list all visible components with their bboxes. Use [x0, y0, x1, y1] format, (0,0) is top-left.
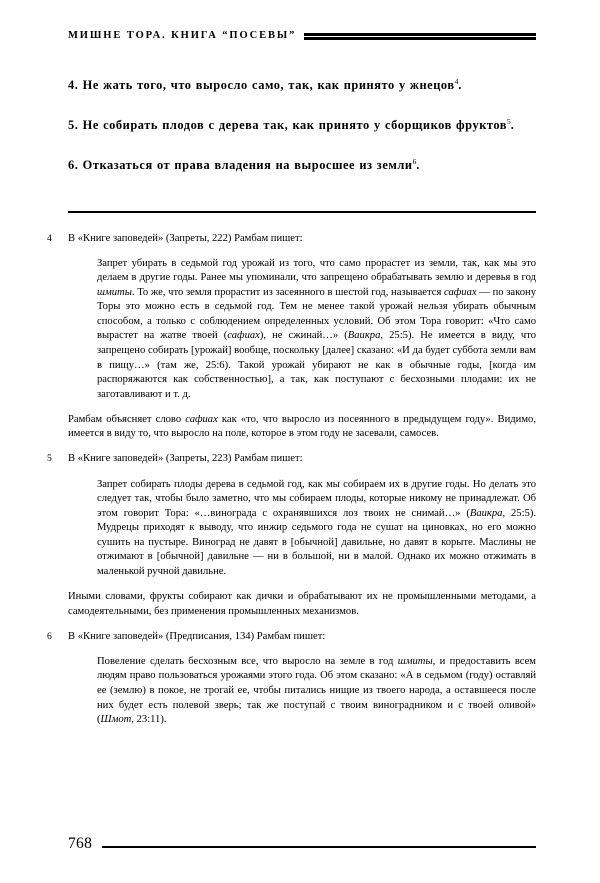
footnote-5-intro: В «Книге заповедей» (Запреты, 223) Рамбам пишет:	[68, 453, 303, 465]
folio-rule	[102, 846, 536, 848]
footnote-6-number: 6	[47, 630, 52, 642]
precept-5-text: 5. Не собирать плодов с дерева так, как принято у сборщиков фруктов	[68, 118, 508, 132]
footnote-5-quote: Запрет собирать плоды дерева в седьмой год, как мы собираем их в другие годы. Но делать это следует так, чтобы было заметно, что мы собираем плоды, которые никому не принадлежат. Об этом говорит Тора: «…винограда с охранявшихся лоз твоих не снимай…» (Ваикра, 25:5). Мудрецы приходят к выводу, что инжир седьмого года не сушат на циновках, но его можно сушить на пустыре. Виноград не давят в [обычной] давильне, но давят в корыте. Маслины не отжимают в [обычной] давильне — ни в большой, ни в малой. Однако их можно отжимать в маленькой ручной давильне.	[97, 478, 536, 577]
footnote-5-comment: Иными словами, фрукты собирают как дички и обрабатывают их не промышленными методами, а самодеятельными, без применения промышленных механизмов.	[68, 591, 536, 617]
running-head-title: МИШНЕ ТОРА. КНИГА “ПОСЕВЫ”	[68, 29, 297, 41]
precept-list	[68, 64, 536, 174]
footnote-4	[47, 232, 536, 442]
running-head-double-rule	[304, 33, 536, 40]
footnote-4-number: 4	[47, 232, 52, 244]
footnote-6-intro: В «Книге заповедей» (Предписания, 134) Рамбам пишет:	[68, 630, 326, 642]
footnote-list	[47, 221, 536, 738]
precept-item-6: 6. Отказаться от права владения на выросшее из земли$^6$.	[68, 156, 420, 172]
footnote-separator-rule	[68, 211, 536, 213]
running-head	[68, 25, 536, 47]
precept-item-4: 4. Не жать того, что выросло само, так, как принято у жнецов$^4$.	[68, 77, 462, 93]
precept-item-5: 5. Не собирать плодов с дерева так, как принято у сборщиков фруктов$^5$.	[68, 116, 515, 132]
precept-5-note-ref: 5	[507, 116, 511, 126]
footnote-6-quote: Повеление сделать бесхозным все, что выросло на земле в год шмиты, и предоставить всем людям право пользоваться урожаями этого года. Об этом сказано: «А в седьмом (году) оставляй ее (землю) в покое, не трогай ее, чтобы питались нищие из твоего народа, а оставшееся после них будет есть полевой зверь; так же поступай с твоим виноградником и с твоей оливой» (Шмот, 23:11).	[97, 655, 536, 726]
folio	[68, 836, 536, 852]
precept-4-text: 4. Не жать того, что выросло само, так, как принято у жнецов	[68, 78, 455, 93]
precept-6-text: 6. Отказаться от права владения на выросшее из земли	[68, 157, 413, 172]
footnote-5	[47, 452, 536, 619]
footnote-5-number: 5	[47, 453, 52, 465]
precept-4-note-ref: 4	[454, 77, 459, 87]
footnote-6	[47, 630, 536, 728]
precept-6-note-ref: 6	[412, 156, 417, 166]
footnote-4-comment: Рамбам объясняет слово сафиах как «то, что выросло из посеянного в предыдущем году». Видимо, имеется в виду то, что выросло на поле, которое в этом году не засевали, самосев.	[68, 413, 536, 440]
footnote-4-intro: В «Книге заповедей» (Запреты, 222) Рамбам пишет:	[68, 232, 303, 244]
page-number: 768	[68, 835, 93, 852]
footnote-4-quote: Запрет убирать в седьмой год урожай из того, что само прорастет из земли, так, как мы это делаем в другие годы. Ранее мы упоминали, что запрещено обрабатывать землю и деревья в год шмиты. То же, что земля прорастит из засеянного в шестой год, называется сафиах — по закону Торы это можно есть в седьмой год. Тем не менее такой урожай нельзя убирать обычным способом, а только с соблюдением определенных условий. Об этом Тора говорит: «Что само вырастет на жатве твоей (сафиах), не сжинай…» (Ваикра, 25:5). Не имеется в виду, что запрещено собирать [урожай] вообще, поскольку [далее] сказано: «И да будет суббота земли вам в пищу…» (там же, 25:6). Такой урожай убирают не как в обычные годы, [когда им распоряжаются как собственностью], а так, как поступают с бесхозными плодами: их не заготавливают и т. д.	[97, 257, 536, 400]
